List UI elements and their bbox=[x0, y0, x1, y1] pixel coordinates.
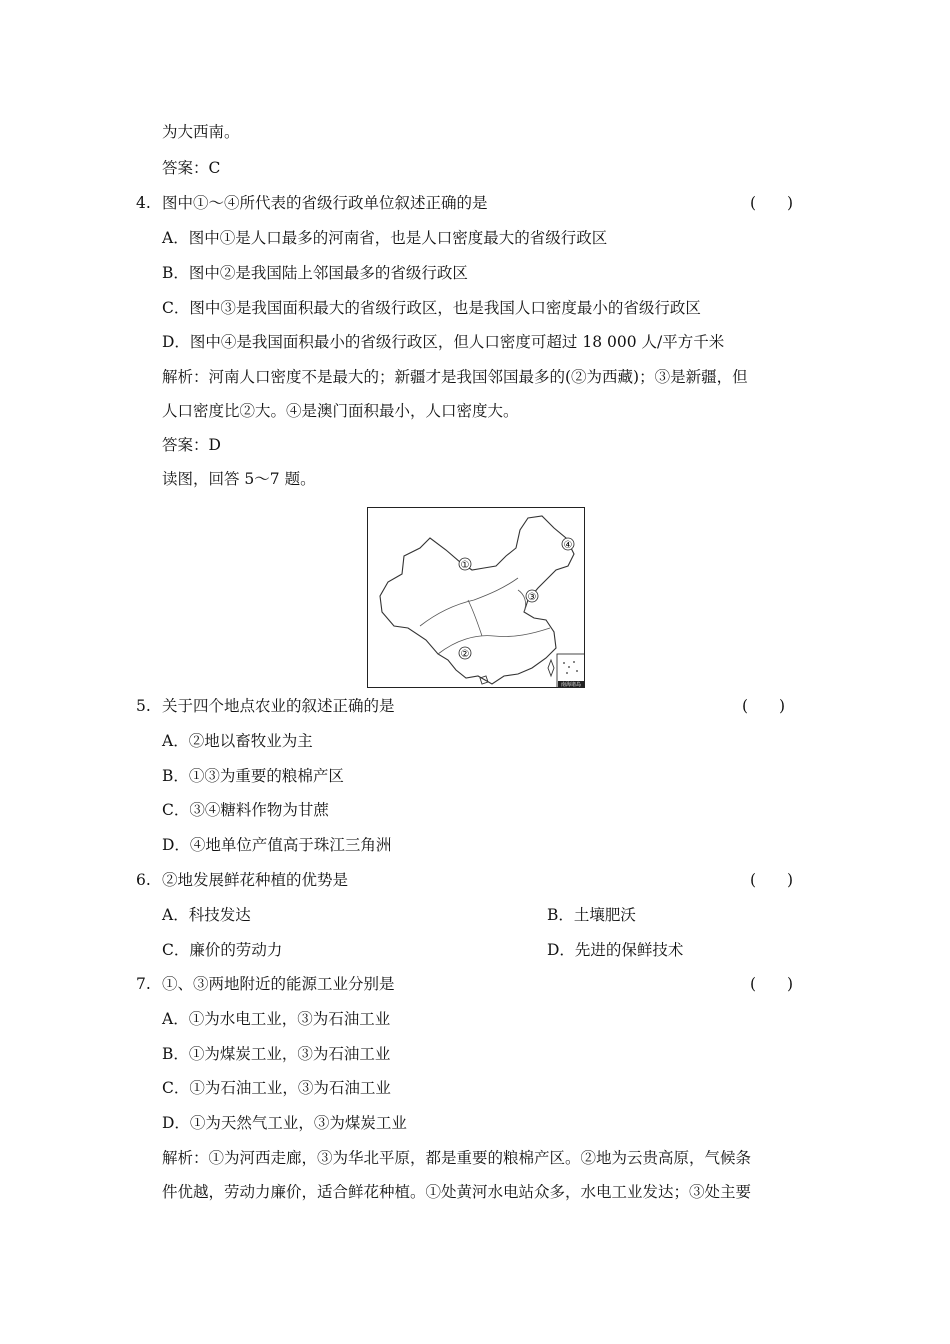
question-4-option-b: B．图中②是我国陆上邻国最多的省级行政区 bbox=[162, 264, 468, 282]
question-6-option-b: B．土壤肥沃 bbox=[547, 906, 636, 924]
answer-bracket: ( ) bbox=[750, 975, 794, 993]
question-number: 5. bbox=[136, 697, 151, 715]
question-4-stem: 图中①～④所代表的省级行政单位叙述正确的是 bbox=[162, 194, 488, 212]
answer-bracket: ( ) bbox=[750, 194, 794, 212]
question-7-stem: ①、③两地附近的能源工业分别是 bbox=[162, 975, 395, 993]
text-line: 为大西南。 bbox=[162, 123, 240, 141]
question-4-explanation: 解析：河南人口密度不是最大的；新疆才是我国邻国最多的(②为西藏)；③是新疆，但 bbox=[162, 368, 748, 386]
question-7-explanation-cont: 件优越，劳动力廉价，适合鲜花种植。①处黄河水电站众多，水电工业发达；③处主要 bbox=[162, 1183, 752, 1201]
answer-bracket: ( ) bbox=[742, 697, 786, 715]
question-7-explanation: 解析：①为河西走廊，③为华北平原，都是重要的粮棉产区。②地为云贵高原，气候条 bbox=[162, 1149, 752, 1167]
question-4-explanation-cont: 人口密度比②大。④是澳门面积最小，人口密度大。 bbox=[162, 402, 519, 420]
china-map-figure bbox=[367, 507, 585, 688]
marker-2-label: ② bbox=[460, 649, 470, 660]
question-6-option-d: D．先进的保鲜技术 bbox=[547, 941, 684, 959]
reading-instruction: 读图，回答 5～7 题。 bbox=[162, 470, 316, 488]
province-boundary bbox=[438, 628, 550, 654]
china-border bbox=[380, 516, 574, 684]
province-boundary bbox=[468, 600, 482, 636]
question-5-option-c: C．③④糖料作物为甘蔗 bbox=[162, 801, 329, 819]
question-5-stem: 关于四个地点农业的叙述正确的是 bbox=[162, 697, 395, 715]
answer-line: 答案：C bbox=[162, 159, 221, 177]
question-7-option-b: B．①为煤炭工业，③为石油工业 bbox=[162, 1045, 391, 1063]
inset-label: 南海诸岛 bbox=[560, 682, 582, 688]
question-number: 4. bbox=[136, 194, 151, 212]
south-china-sea-inset bbox=[557, 654, 585, 688]
answer-bracket: ( ) bbox=[750, 871, 794, 889]
question-7-option-a: A．①为水电工业，③为石油工业 bbox=[162, 1010, 391, 1028]
marker-3-label: ③ bbox=[527, 592, 537, 603]
marker-4-label: ④ bbox=[563, 540, 573, 551]
question-number: 6. bbox=[136, 871, 151, 889]
question-7-option-c: C．①为石油工业，③为石油工业 bbox=[162, 1079, 391, 1097]
question-7-option-d: D．①为天然气工业，③为煤炭工业 bbox=[162, 1114, 407, 1132]
question-6-option-c: C．廉价的劳动力 bbox=[162, 941, 283, 959]
china-outline-map bbox=[368, 508, 585, 688]
question-6-option-a: A．科技发达 bbox=[162, 906, 251, 924]
province-boundary bbox=[518, 590, 526, 612]
question-4-option-d: D．图中④是我国面积最小的省级行政区，但人口密度可超过 18 000 人/平方千米 bbox=[162, 333, 725, 351]
question-5-option-b: B．①③为重要的粮棉产区 bbox=[162, 767, 344, 785]
question-4-option-a: A．图中①是人口最多的河南省，也是人口密度最大的省级行政区 bbox=[162, 229, 608, 247]
question-4-option-c: C．图中③是我国面积最大的省级行政区，也是我国人口密度最小的省级行政区 bbox=[162, 299, 701, 317]
question-number: 7. bbox=[136, 975, 151, 993]
question-6-stem: ②地发展鲜花种植的优势是 bbox=[162, 871, 349, 889]
question-5-option-d: D．④地单位产值高于珠江三角洲 bbox=[162, 836, 392, 854]
question-4-answer: 答案：D bbox=[162, 436, 221, 454]
marker-1-label: ① bbox=[460, 560, 470, 571]
taiwan-outline bbox=[548, 660, 554, 676]
question-5-option-a: A．②地以畜牧业为主 bbox=[162, 732, 313, 750]
